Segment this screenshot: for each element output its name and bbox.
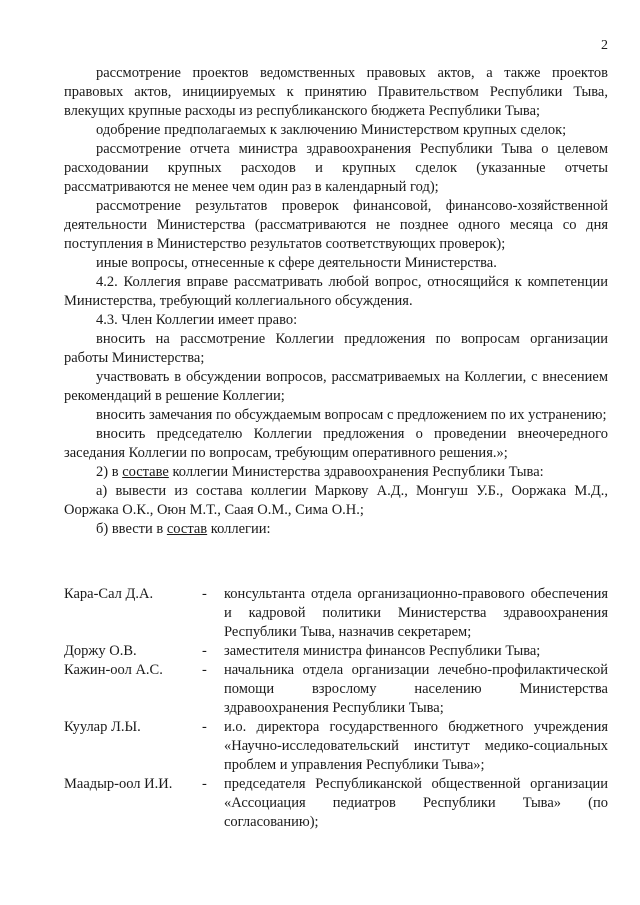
member-description: и.о. директора государственного бюджетного учреждения «Научно-исследовательский институт медико-социальных проблем и управления Республики Тыва»;: [224, 719, 608, 773]
member-dash: -: [202, 776, 207, 792]
member-dash: -: [202, 643, 207, 659]
member-description: консультанта отдела организационно-правового обеспечения и кадровой политики Министерства здравоохранения Республики Тыва, назначив секретарем;: [224, 586, 608, 640]
item-2-suffix: коллегии Министерства здравоохранения Республики Тыва:: [168, 464, 544, 480]
item-2-paragraph: [64, 463, 608, 482]
paragraph-5: иные вопросы, отнесенные к сфере деятельности Министерства.: [96, 255, 497, 271]
document-body: [64, 64, 608, 539]
paragraph-4-3: 4.3. Член Коллегии имеет право:: [96, 312, 298, 328]
paragraph-4: рассмотрение результатов проверок финансовой, финансово-хозяйственной деятельности Министерства (рассматриваются не позднее одного месяца со дня поступления в Министерство результатов соответствующих проверок);: [64, 198, 608, 252]
member-name: Кажин-оол А.С.: [64, 662, 163, 678]
paragraph-2: одобрение предполагаемых к заключению Министерством крупных сделок;: [96, 122, 567, 138]
member-dash: -: [202, 719, 207, 735]
member-dash: -: [202, 662, 207, 678]
member-row: [64, 642, 608, 661]
member-row: [64, 661, 608, 718]
item-2-underlined: составе: [122, 464, 169, 480]
paragraph-3: рассмотрение отчета министра здравоохранения Республики Тыва о целевом расходовании крупных расходов и крупных сделок (указанные отчеты рассматриваются не менее чем один раз в календарный год);: [64, 141, 608, 195]
item-a-paragraph: а) вывести из состава коллегии Маркову А.Д., Монгуш У.Б., Ооржака М.Д., Ооржака О.К., Оюн М.Т., Саая О.М., Сима О.Н.;: [64, 483, 608, 518]
member-name: Маадыр-оол И.И.: [64, 776, 173, 792]
right-item-1: вносить на рассмотрение Коллегии предложения по вопросам организации работы Министерства;: [64, 331, 608, 366]
member-name: Доржу О.В.: [64, 643, 137, 659]
right-item-4: вносить председателю Коллегии предложения о проведении внеочередного заседания Коллегии по вопросам, требующим оперативного решения.»;: [64, 426, 608, 461]
member-row: [64, 585, 608, 642]
member-name: Кара-Сал Д.А.: [64, 586, 154, 602]
paragraph-1: рассмотрение проектов ведомственных правовых актов, а также проектов правовых актов, инициируемых к принятию Правительством Республики Тыва, влекущих крупные расходы из республиканского бюджета Республики Тыва;: [64, 65, 608, 119]
item-b-paragraph: [64, 520, 608, 539]
members-list: [64, 585, 608, 832]
paragraph-4-2: 4.2. Коллегия вправе рассматривать любой вопрос, относящийся к компетенции Министерства, требующий коллегиального обсуждения.: [64, 274, 608, 309]
member-description: председателя Республиканской общественной организации «Ассоциация педиатров Республики Тыва» (по согласованию);: [224, 776, 608, 830]
item-b-suffix: коллегии:: [207, 521, 271, 537]
member-row: [64, 775, 608, 832]
right-item-3: вносить замечания по обсуждаемым вопросам с предложением по их устранению;: [96, 407, 607, 423]
item-b-prefix: б) ввести в: [96, 521, 167, 537]
page-number: 2: [601, 38, 608, 53]
item-2-prefix: 2) в: [96, 464, 123, 480]
item-b-underlined: состав: [166, 521, 208, 537]
member-description: начальника отдела организации лечебно-профилактической помощи взрослому населению Министерства здравоохранения Республики Тыва;: [224, 662, 608, 716]
right-item-2: участвовать в обсуждении вопросов, рассматриваемых на Коллегии, с внесением рекомендаций в решение Коллегии;: [64, 369, 608, 404]
member-name: Куулар Л.Ы.: [64, 719, 141, 735]
member-dash: -: [202, 586, 207, 602]
member-description: заместителя министра финансов Республики Тыва;: [224, 643, 541, 659]
member-row: [64, 718, 608, 775]
